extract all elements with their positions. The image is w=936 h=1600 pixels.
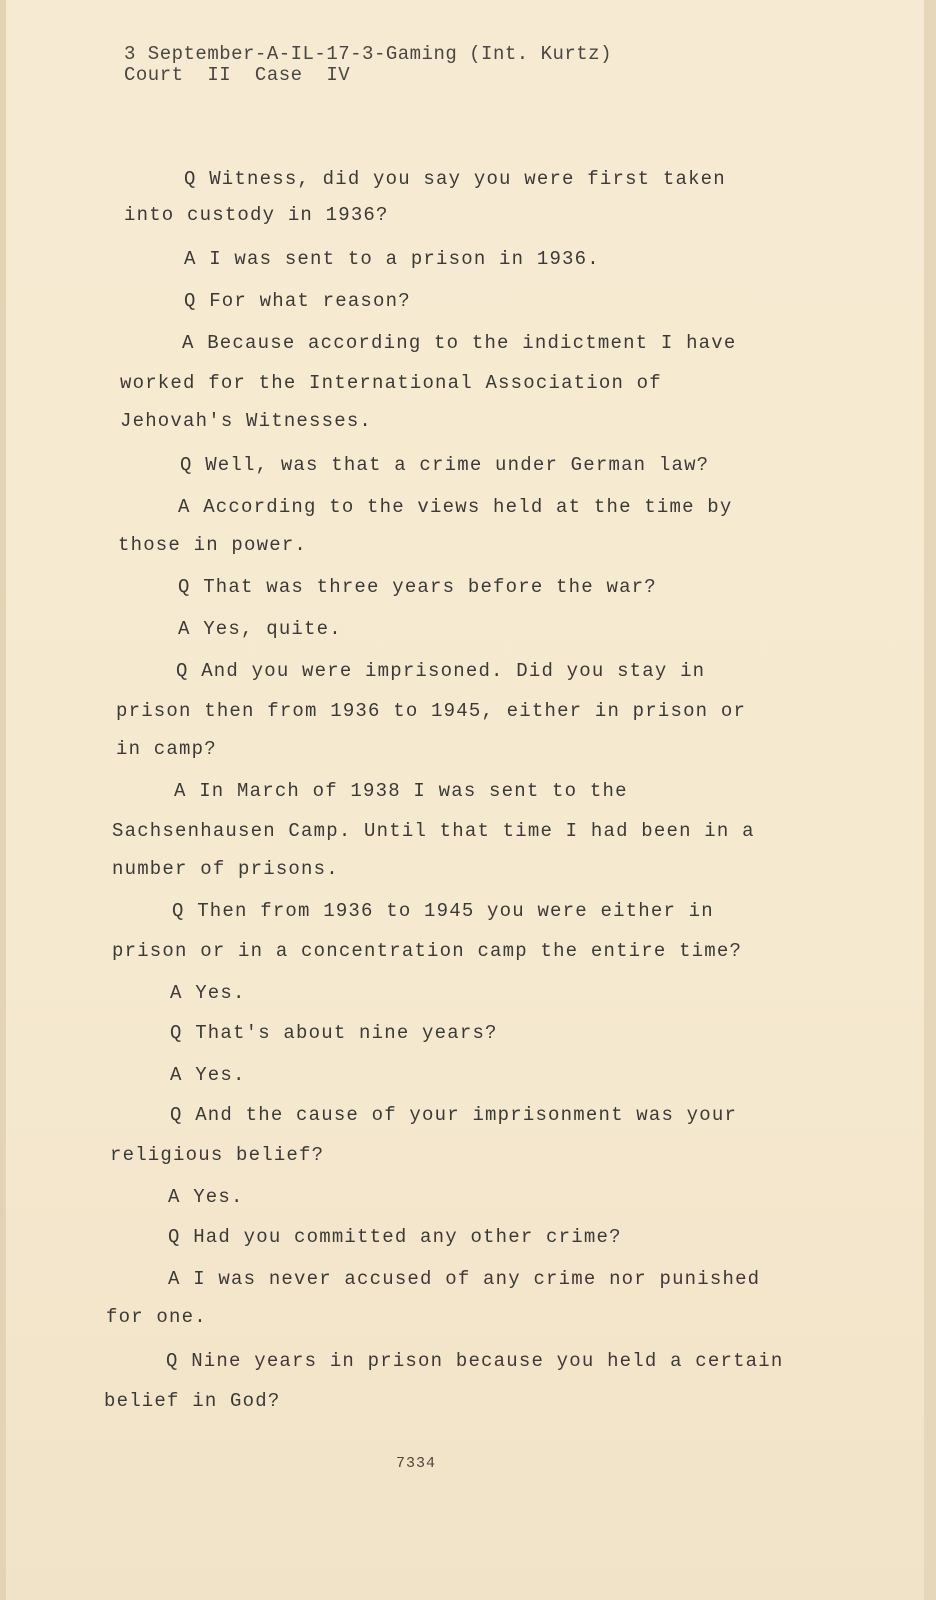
answer-line: A Yes. bbox=[168, 1186, 244, 1208]
question-line: Q And the cause of your imprisonment was your bbox=[170, 1104, 738, 1126]
answer-line: A I was never accused of any crime nor punished bbox=[168, 1268, 761, 1290]
answer-line: A Yes. bbox=[170, 982, 246, 1004]
question-line: Q Nine years in prison because you held a certain bbox=[166, 1350, 784, 1372]
page-number: 7334 bbox=[396, 1455, 437, 1472]
question-line: prison then from 1936 to 1945, either in prison or bbox=[116, 700, 747, 722]
header-date-line: 3 September-A-IL-17-3-Gaming (Int. Kurtz) bbox=[124, 43, 612, 65]
answer-line: A Yes, quite. bbox=[178, 618, 342, 640]
question-line: belief in God? bbox=[104, 1390, 281, 1412]
answer-line: those in power. bbox=[118, 534, 308, 556]
question-line: Q And you were imprisoned. Did you stay in bbox=[176, 660, 706, 682]
answer-line: A I was sent to a prison in 1936. bbox=[184, 248, 600, 270]
document-header bbox=[124, 44, 612, 86]
question-line: in camp? bbox=[116, 738, 217, 760]
header-court-line: Court II Case IV bbox=[124, 64, 351, 86]
answer-line: Sachsenhausen Camp. Until that time I had been in a bbox=[112, 820, 755, 842]
answer-line: Jehovah's Witnesses. bbox=[120, 410, 373, 432]
question-line: Q Had you committed any other crime? bbox=[168, 1226, 622, 1248]
answer-line: worked for the International Association of bbox=[120, 372, 662, 394]
answer-line: A In March of 1938 I was sent to the bbox=[174, 780, 628, 802]
question-line: religious belief? bbox=[110, 1144, 325, 1166]
question-line: Q That was three years before the war? bbox=[178, 576, 657, 598]
question-line: Q Then from 1936 to 1945 you were either in bbox=[172, 900, 714, 922]
question-line: Q Witness, did you say you were first taken bbox=[184, 168, 726, 190]
question-line: Q For what reason? bbox=[184, 290, 411, 312]
question-line: Q Well, was that a crime under German law? bbox=[180, 454, 710, 476]
question-line: Q That's about nine years? bbox=[170, 1022, 498, 1044]
answer-line: number of prisons. bbox=[112, 858, 339, 880]
answer-line: A According to the views held at the time by bbox=[178, 496, 733, 518]
answer-line: for one. bbox=[106, 1306, 207, 1328]
answer-line: A Yes. bbox=[170, 1064, 246, 1086]
question-line: into custody in 1936? bbox=[124, 204, 389, 226]
question-line: prison or in a concentration camp the entire time? bbox=[112, 940, 743, 962]
answer-line: A Because according to the indictment I have bbox=[182, 332, 737, 354]
